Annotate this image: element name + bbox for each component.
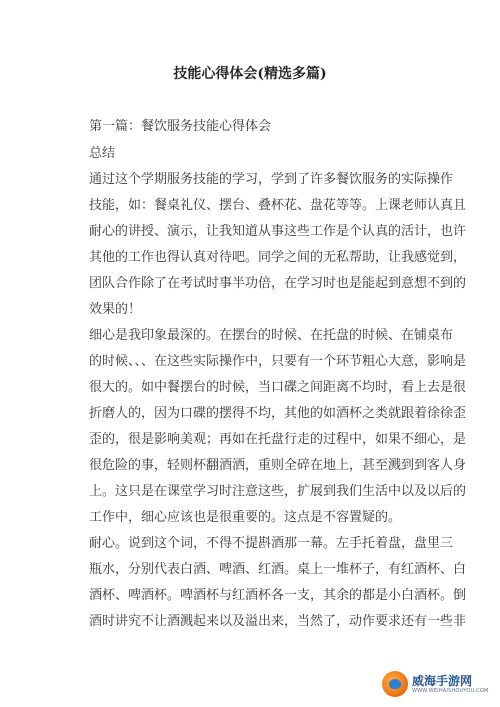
paragraph-line: 团队合作除了在考试时事半功倍，在学习时也是能起到意想不到的 xyxy=(89,276,467,291)
paragraph-line: 耐心的讲授、演示，让我知道从事这些工作是个认真的活计，也许 xyxy=(89,224,467,239)
site-watermark xyxy=(382,667,492,701)
paragraph-line: 瓶水，分别代表白酒、啤酒、红酒。桌上一堆杯子，有红酒杯、白 xyxy=(89,562,467,577)
paragraph-line: 的时候、、、在这些实际操作中，只要有一个环节粗心大意，影响是 xyxy=(89,354,467,369)
paragraph-line: 上。这只是在课堂学习时注意这些，扩展到我们生活中以及以后的 xyxy=(89,484,467,499)
paragraph-line: 工作中，细心应该也是很重要的。这点是不容置疑的。 xyxy=(89,510,402,525)
watermark-logo-icon xyxy=(382,671,408,697)
paragraph-line: 通过这个学期服务技能的学习，学到了许多餐饮服务的实际操作 xyxy=(89,172,454,187)
watermark-url: WWW.WEIHAISHOUYOU.COM xyxy=(412,687,489,694)
paragraph-line: 效果的！ xyxy=(89,302,142,317)
watermark-name: 威海手游网 xyxy=(412,673,473,688)
subheading: 总结 xyxy=(89,146,116,161)
paragraph-line: 其他的工作也得认真对待吧。同学之间的无私帮助，让我感觉到， xyxy=(89,250,467,265)
paragraph-line: 技能，如：餐桌礼仪、摆台、叠杯花、盘花等等。上课老师认真且 xyxy=(89,198,467,213)
paragraph-line: 耐心。说到这个词，不得不提斟酒那一幕。左手托着盘，盘里三 xyxy=(89,536,454,551)
document-title: 技能心得体会(精选多篇) xyxy=(173,66,327,82)
paragraph-line: 歪的，很是影响美观；再如在托盘行走的过程中，如果不细心，是 xyxy=(89,432,467,447)
paragraph-line: 细心是我印象最深的。在摆台的时候、在托盘的时候、在铺桌布 xyxy=(89,328,454,343)
section-heading: 第一篇：餐饮服务技能心得体会 xyxy=(89,119,272,134)
paragraph-line: 折磨人的，因为口碟的摆得不均，其他的如酒杯之类就跟着徐徐歪 xyxy=(89,406,467,421)
paragraph-line: 很大的。如中餐摆台的时候，当口碟之间距离不均时，看上去是很 xyxy=(89,380,467,395)
paragraph-line: 很危险的事，轻则杯翻酒洒，重则全碎在地上，甚至溅到到客人身 xyxy=(89,458,467,473)
paragraph-line: 酒时讲究不让酒溅起来以及溢出来，当然了，动作要求还有一些非 xyxy=(89,614,467,629)
paragraph-line: 酒杯、啤酒杯。啤酒杯与红酒杯各一支，其余的都是小白酒杯。倒 xyxy=(89,588,467,603)
